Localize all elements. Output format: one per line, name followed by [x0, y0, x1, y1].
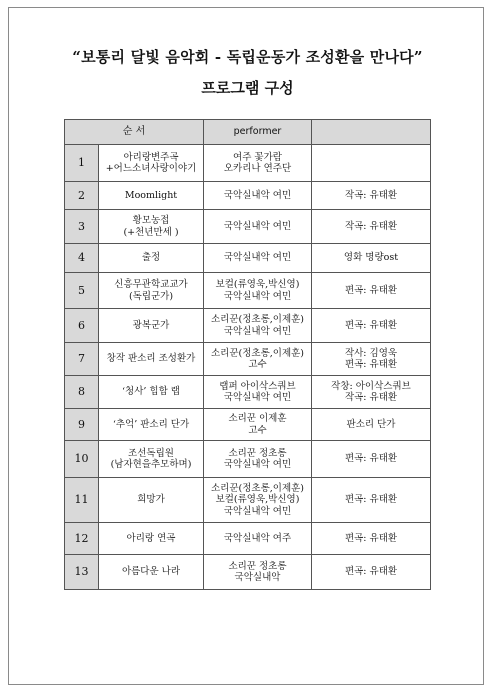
row-performer: 국악실내악 여민: [204, 244, 312, 273]
row-piece: ‘청사’ 힙합 랩: [99, 376, 204, 409]
row-note: 편곡: 유태환: [312, 555, 431, 590]
row-piece: 조선독립원 (남자현을추모하며): [99, 441, 204, 478]
row-number: 1: [65, 145, 99, 182]
program-table: [64, 119, 431, 590]
row-performer: 여주 꽃가람 오카리나 연주단: [204, 145, 312, 182]
row-number: 7: [65, 343, 99, 376]
row-number: 4: [65, 244, 99, 273]
row-note: 영화 명량ost: [312, 244, 431, 273]
row-performer: 국악실내악 여민: [204, 210, 312, 244]
document-title: “보통리 달빛 음악회 - 독립운동가 조성환을 만나다”: [72, 48, 423, 66]
row-note: 작곡: 유태환: [312, 210, 431, 244]
table-row: [65, 555, 431, 590]
row-piece: ‘추억’ 판소리 단가: [99, 409, 204, 441]
row-performer: 소리꾼(정초롱,이제훈) 고수: [204, 343, 312, 376]
row-note: [312, 145, 431, 182]
row-note: 작사: 김영욱 편곡: 유태환: [312, 343, 431, 376]
table-row: [65, 309, 431, 343]
row-number: 2: [65, 182, 99, 210]
table-row: [65, 376, 431, 409]
row-piece: 출정: [99, 244, 204, 273]
row-performer: 소리꾼(정초롱,이제훈) 보컬(류영욱,박신영) 국악실내악 여민: [204, 478, 312, 523]
row-number: 10: [65, 441, 99, 478]
document-subtitle: 프로그램 구성: [201, 79, 294, 97]
row-note: 편곡: 유태환: [312, 441, 431, 478]
row-piece: 창작 판소리 조성환가: [99, 343, 204, 376]
table-row: [65, 182, 431, 210]
header-order: 순 서: [65, 120, 204, 145]
row-note: 판소리 단가: [312, 409, 431, 441]
row-number: 5: [65, 273, 99, 309]
row-note: 작곡: 유태환: [312, 182, 431, 210]
table-row: [65, 409, 431, 441]
row-number: 8: [65, 376, 99, 409]
row-performer: 소리꾼 정초롱 국악실내악 여민: [204, 441, 312, 478]
row-performer: 소리꾼 정초롱 국악실내악: [204, 555, 312, 590]
row-piece: 신흥무관학교교가 (독립군가): [99, 273, 204, 309]
row-performer: 소리꾼(정초롱,이제훈) 국악실내악 여민: [204, 309, 312, 343]
header-note: [312, 120, 431, 145]
row-piece: 아리랑 연곡: [99, 523, 204, 555]
table-row: [65, 244, 431, 273]
row-performer: 국악실내악 여민: [204, 182, 312, 210]
table-row: [65, 523, 431, 555]
row-performer: 국악실내악 여주: [204, 523, 312, 555]
row-piece: 희망가: [99, 478, 204, 523]
row-note: 편곡: 유태환: [312, 523, 431, 555]
row-number: 3: [65, 210, 99, 244]
table-row: [65, 441, 431, 478]
table-header-row: [65, 120, 431, 145]
row-number: 13: [65, 555, 99, 590]
table-row: [65, 478, 431, 523]
row-piece: 아름다운 나라: [99, 555, 204, 590]
table-row: [65, 343, 431, 376]
row-piece: 황모농접 (+천년만세 ): [99, 210, 204, 244]
row-piece: Moomlight: [99, 182, 204, 210]
row-performer: 소리꾼 이제훈 고수: [204, 409, 312, 441]
row-note: 편곡: 유태환: [312, 309, 431, 343]
row-performer: 랩퍼 아이삭스쿼브 국악실내악 여민: [204, 376, 312, 409]
row-number: 9: [65, 409, 99, 441]
row-number: 12: [65, 523, 99, 555]
row-number: 6: [65, 309, 99, 343]
table-row: [65, 210, 431, 244]
row-note: 편곡: 유태환: [312, 273, 431, 309]
table-row: [65, 273, 431, 309]
row-note: 편곡: 유태환: [312, 478, 431, 523]
row-piece: 광복군가: [99, 309, 204, 343]
row-note: 작창: 아이삭스쿼브 작곡: 유태환: [312, 376, 431, 409]
row-piece: 아리랑변주곡 +어느소녀사랑이야기: [99, 145, 204, 182]
row-performer: 보컬(류영욱,박신영) 국악실내악 여민: [204, 273, 312, 309]
table-row: [65, 145, 431, 182]
row-number: 11: [65, 478, 99, 523]
header-performer: performer: [204, 120, 312, 145]
